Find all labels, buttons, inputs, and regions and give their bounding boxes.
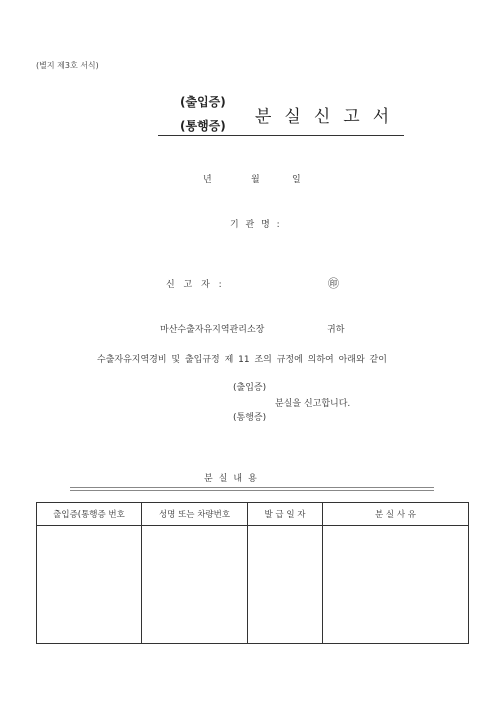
addressee-name: 마산수출자유지역관리소장 <box>160 325 265 335</box>
report-statement: 분실을 신고합니다. <box>275 399 351 409</box>
regulation-statement: 수출자유지역경비 및 출입규정 제 11 조의 규정에 의하여 아래와 같이 <box>97 355 387 365</box>
addressee-honorific: 귀하 <box>327 325 345 335</box>
header-issue-date: 발 급 일 자 <box>248 503 323 526</box>
document-title: 분실신고서 <box>255 107 403 127</box>
title-underline <box>158 135 404 136</box>
section-title: 분실내용 <box>204 474 263 484</box>
date-day-label: 일 <box>292 175 301 185</box>
header-certificate-number: 출입증(통행증 번호 <box>37 503 142 526</box>
seal-mark: ㊞ <box>328 277 339 290</box>
certificate-type-entry: (출입증) <box>180 95 226 109</box>
date-year-label: 년 <box>203 175 212 185</box>
option-entry-certificate: (출입증) <box>233 383 267 393</box>
section-divider <box>70 487 434 491</box>
loss-details-table <box>36 502 469 644</box>
cell-loss-reason[interactable] <box>323 526 469 644</box>
cell-certificate-number[interactable] <box>37 526 142 644</box>
reporter-label: 신 고 자 : <box>166 280 225 290</box>
form-number-note: (별지 제3호 서식) <box>36 61 99 70</box>
table-row <box>37 526 469 644</box>
header-loss-reason: 분 실 사 유 <box>323 503 469 526</box>
header-name-or-vehicle: 성명 또는 차량번호 <box>142 503 248 526</box>
date-month-label: 월 <box>251 175 260 185</box>
cell-issue-date[interactable] <box>248 526 323 644</box>
certificate-type-pass: (통행증) <box>180 119 226 133</box>
cell-name-or-vehicle[interactable] <box>142 526 248 644</box>
option-pass-certificate: (통행증) <box>233 413 267 423</box>
agency-name-label: 기 관 명 : <box>230 220 282 230</box>
table-header-row <box>37 503 469 526</box>
